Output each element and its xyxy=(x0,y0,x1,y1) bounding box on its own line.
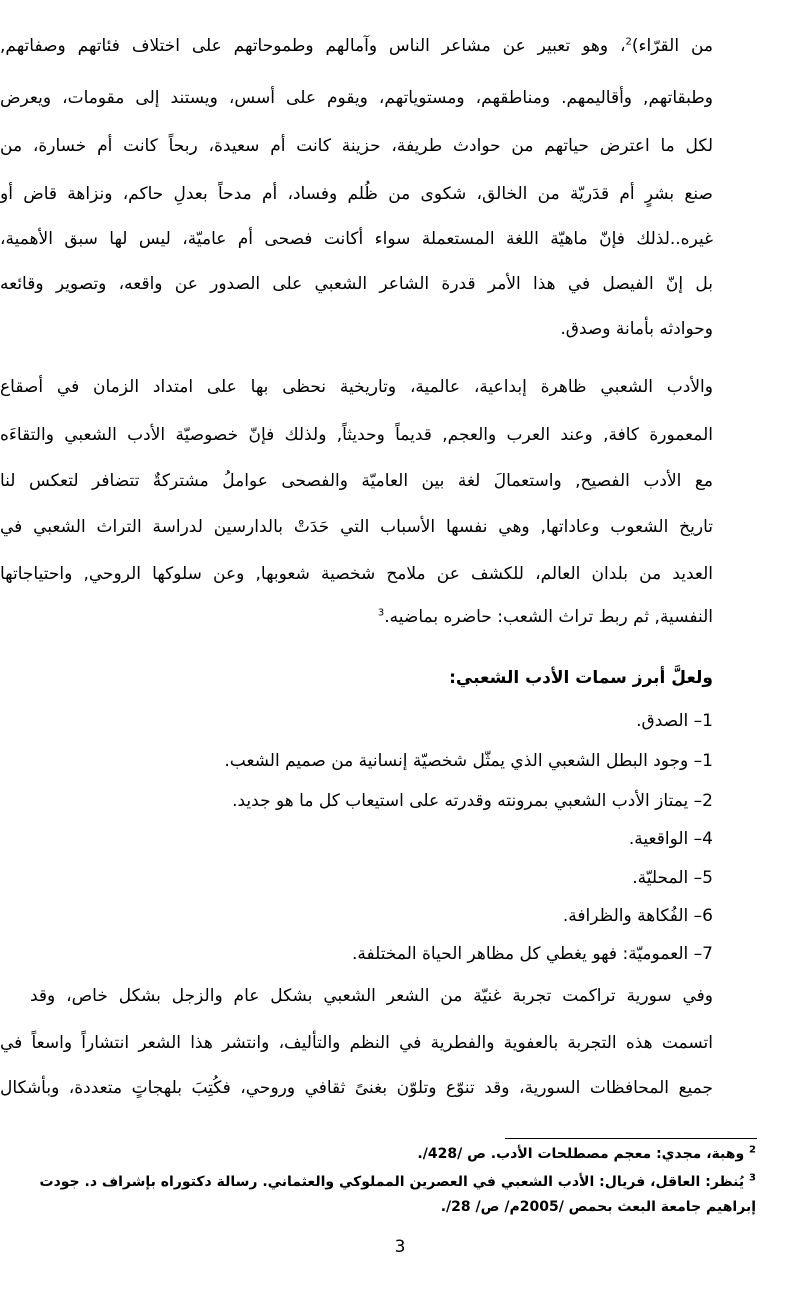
feature-item-7: 7– العموميّة: فهو يغطي كل مظاهر الحياة المختلفة. xyxy=(352,944,713,964)
paragraph-1-line-2: وطبقاتهم, وأقاليمهم. ومناطقهم، ومستوياتهم، ويقوم على أسس، ويستند إلى مقومات، ويعرض xyxy=(0,88,713,108)
footnote-3-line-1: $^3$ يُنظر: العاقل، فريال: الأدب الشعبي في العصرين المملوكي والعثماني. رسالة دكتوراه بإشراف د. جودت xyxy=(39,1172,756,1190)
footnote-ref-2: 2 xyxy=(625,36,632,48)
page-number: 3 xyxy=(394,1237,406,1257)
footnote-ref-3: 3 xyxy=(377,607,385,619)
footnote-separator xyxy=(505,1138,757,1139)
feature-item-2: 1– وجود البطل الشعبي الذي يمثّل شخصيّة إنسانية من صميم الشعب. xyxy=(224,751,713,771)
paragraph-2-line-3: مع الأدب الفصيح, واستعمالَ لغة بين العاميّة والفصحى عواملُ مشتركةٌ تتضافر لتعكس لنا xyxy=(0,471,713,491)
paragraph-1-line-5: غيره..لذلك فإنّ ماهيّة اللغة المستعملة سواء أكانت فصحى أم عاميّة، ليس لها سبق الأهمية، xyxy=(0,229,713,249)
footnote-3-line-2: إبراهيم جامعة البعث بحمص /2005م/ ص/ 28/. xyxy=(440,1199,756,1215)
feature-item-4: 4– الواقعية. xyxy=(628,829,713,849)
paragraph-1-line-3: لكل ما اعترض حياتهم من حوادث طريفة، حزينة كانت أم سعيدة، ربحاً كانت أم خسارة، من xyxy=(0,136,713,156)
features-heading: ولعلَّ أبرز سمات الأدب الشعبي: xyxy=(449,668,713,688)
paragraph-1-line-1: من القرّاء)$^2$، وهو تعبير عن مشاعر الناس وآمالهم وطموحاتهم على اختلاف فئاتهم وصفاتهم, xyxy=(0,36,714,56)
paragraph-3-line-3: جميع المحافظات السورية، وقد تنوّع وتلوّن بغنىً ثقافي وروحي، فكُتِبَ بلهجاتٍ متعددة، وبأشكال xyxy=(0,1078,713,1098)
paragraph-3-line-2: اتسمت هذه التجربة بالعفوية والفطرية في النظم والتأليف، وانتشر هذا الشعر انتشاراً واسعاً في xyxy=(0,1033,713,1053)
paragraph-1-line-4: صنع بشرٍ أم قدَريّة من الخالق، شكوى من ظُلم وفساد، أم مدحاً بعدلِ حاكم، ونزاهة قاض أو xyxy=(0,184,713,204)
paragraph-2-line-2: المعمورة كافة, وعند العرب والعجم, قديماً وحديثاً, ولذلك فإنّ خصوصيّة الأدب الشعبي والتقاءَه xyxy=(0,425,713,445)
paragraph-1-line-6: بل إنّ الفيصل في هذا الأمر قدرة الشاعر الشعبي على الصدور عن واقعه، وتصوير وقائعه xyxy=(0,274,713,294)
feature-item-5: 5– المحليّة. xyxy=(632,868,713,888)
feature-item-3: 2– يمتاز الأدب الشعبي بمرونته وقدرته على استيعاب كل ما هو جديد. xyxy=(232,791,713,811)
paragraph-2-line-6: النفسية, ثم ربط تراث الشعب: حاضره بماضيه.$^3$ xyxy=(377,607,713,627)
paragraph-2-line-4: تاريخ الشعوب وعاداتها, وهي نفسها الأسباب التي حَدَتْ بالدارسين لدراسة التراث الشعبي في xyxy=(0,517,713,537)
paragraph-2-line-5: العديد من بلدان العالم، للكشف عن ملامح شخصية شعوبها, وعن سلوكها الروحي, واحتياجاتها xyxy=(0,564,713,584)
footnote-2: $^2$ وهبة، مجدي: معجم مصطلحات الأدب. ص /428/. xyxy=(417,1144,756,1162)
feature-item-6: 6– الفُكاهة والظرافة. xyxy=(562,906,713,926)
paragraph-3-line-1: وفي سورية تراكمت تجربة غنيّة من الشعر الشعبي بشكل عام والزجل بشكل خاص، وقد xyxy=(30,986,713,1006)
paragraph-2-line-1: والأدب الشعبي ظاهرة إبداعية، عالمية، وتاريخية نحظى بها على امتداد الزمان في أصقاع xyxy=(0,377,713,397)
feature-item-1: 1– الصدق. xyxy=(636,711,713,731)
paragraph-1-line-7: وحوادثه بأمانة وصدق. xyxy=(560,319,713,339)
